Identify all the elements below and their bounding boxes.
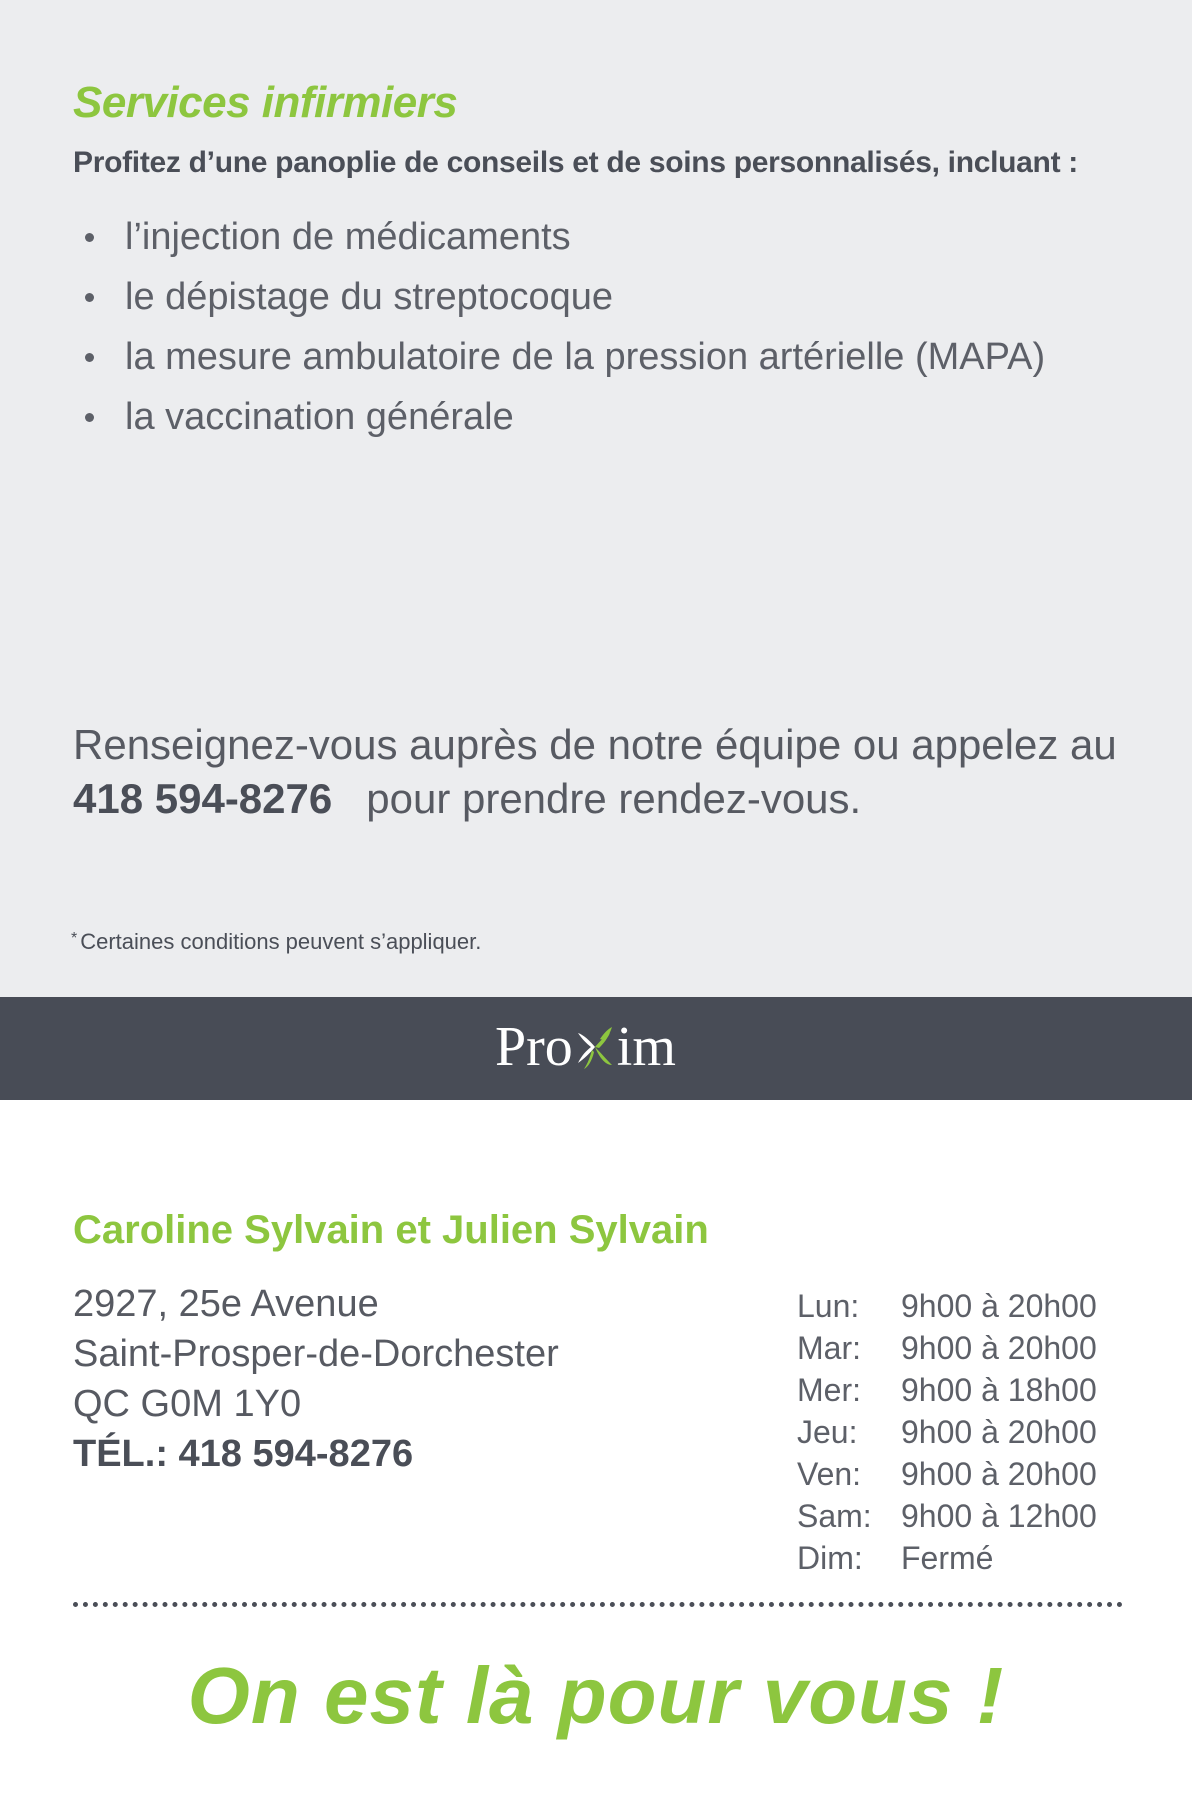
hours-time: 9h00 à 20h00 <box>901 1414 1097 1450</box>
hours-time: 9h00 à 20h00 <box>901 1288 1097 1324</box>
hours-day: Dim: <box>797 1540 863 1576</box>
address-postal: QC G0M 1Y0 <box>73 1383 302 1425</box>
list-item <box>73 272 1045 332</box>
dotted-divider <box>73 1602 1123 1607</box>
bullet-icon <box>85 413 94 422</box>
address-block <box>73 1279 559 1479</box>
hours-row <box>797 1411 1137 1453</box>
x-leaf-icon <box>574 1019 616 1075</box>
hours-time: 9h00 à 20h00 <box>901 1456 1097 1492</box>
hours-row <box>797 1285 1137 1327</box>
hours-row <box>797 1495 1137 1537</box>
hours-day: Lun: <box>797 1288 860 1324</box>
hours-day: Sam: <box>797 1498 872 1534</box>
service-label: l’injection de médicaments <box>125 216 571 258</box>
hours-time: 9h00 à 18h00 <box>901 1372 1097 1408</box>
hours-row <box>797 1327 1137 1369</box>
address-city: Saint-Prosper-de-Dorchester <box>73 1333 559 1375</box>
disclaimer-text: Certaines conditions peuvent s’appliquer. <box>80 929 482 954</box>
opening-hours <box>797 1285 1137 1579</box>
pharmacy-phone[interactable]: TÉL.: 418 594-8276 <box>73 1433 414 1475</box>
bullet-icon <box>85 353 94 362</box>
asterisk: * <box>71 930 78 947</box>
cta-line-2: pour prendre rendez-vous. <box>366 775 862 822</box>
bullet-icon <box>85 233 94 242</box>
hours-row <box>797 1453 1137 1495</box>
hours-day: Mar: <box>797 1330 861 1366</box>
hours-row <box>797 1369 1137 1411</box>
hours-time: 9h00 à 12h00 <box>901 1498 1097 1534</box>
service-label: le dépistage du streptocoque <box>125 276 614 318</box>
owners-name: Caroline Sylvain et Julien Sylvain <box>73 1208 709 1252</box>
list-item <box>73 332 1045 392</box>
slogan: On est là pour vous ! <box>187 1651 1005 1740</box>
hours-day: Mer: <box>797 1372 861 1408</box>
cta-phone-number[interactable]: 418 594-8276 <box>73 775 333 822</box>
services-title: Services infirmiers <box>73 78 458 127</box>
logo-text-left: Pro <box>495 1016 573 1078</box>
cta-line-1: Renseignez-vous auprès de notre équipe ou appelez au <box>73 721 1117 768</box>
services-list <box>73 212 1045 452</box>
list-item <box>73 392 1045 452</box>
hours-day: Ven: <box>797 1456 862 1492</box>
address-street: 2927, 25e Avenue <box>73 1283 379 1325</box>
disclaimer <box>71 929 481 955</box>
call-to-action <box>73 718 1133 826</box>
service-label: la mesure ambulatoire de la pression artérielle (MAPA) <box>125 336 1046 378</box>
services-intro: Profitez d’une panoplie de conseils et de soins personnalisés, incluant : <box>73 146 1078 179</box>
hours-row <box>797 1537 1137 1579</box>
bullet-icon <box>85 293 94 302</box>
hours-time: Fermé <box>901 1540 994 1576</box>
proxim-logo <box>495 1012 676 1082</box>
hours-day: Jeu: <box>797 1414 858 1450</box>
list-item <box>73 212 1045 272</box>
service-label: la vaccination générale <box>125 396 514 438</box>
hours-time: 9h00 à 20h00 <box>901 1330 1097 1366</box>
logo-text-right: im <box>616 1016 676 1078</box>
